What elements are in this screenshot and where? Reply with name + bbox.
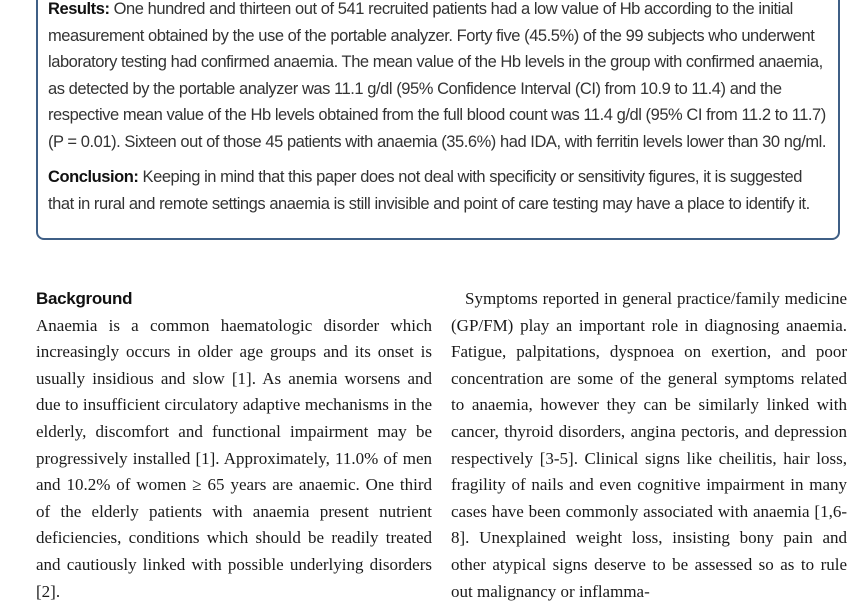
results-label: Results:: [48, 0, 110, 18]
background-paragraph-2: Symptoms reported in general practice/family medicine (GP/FM) play an important role in diagnosing anaemia. Fatigue, palpitations, dyspnoea on exertion, and poor concentration are some of the general symptoms related to anaemia, however they can be similarly linked with cancer, thyroid disorders, angina pectoris, and depression respectively [3-5]. Clinical signs like cheilitis, hair loss, fragility of nails and even cognitive impairment in many cases have been commonly associated with anaemia [1,6-8]. Unexplained weight loss, insisting bony pain and other atypical signs deserve to be assessed so as to rule out malignancy or inflamma-: [451, 289, 847, 601]
conclusion-label: Conclusion:: [48, 168, 139, 186]
left-column: [36, 286, 432, 605]
conclusion-paragraph: [48, 164, 828, 217]
right-column: [451, 286, 847, 605]
results-text: One hundred and thirteen out of 541 recruited patients had a low value of Hb according to the initial measurement obtained by the use of the portable analyzer. Forty five (45.5%) of the 99 subjects who underwent laboratory testing had confirmed anaemia. The mean value of the Hb levels in the group with confirmed anaemia, as detected by the portable analyzer was 11.1 g/dl (95% Confidence Interval (CI) from 10.9 to 11.4) and the respective mean value of the Hb levels obtained from the full blood count was 11.4 g/dl (95% CI from 11.2 to 11.7) (P = 0.01). Sixteen out of those 45 patients with anaemia (35.6%) had IDA, with ferritin levels lower than 30 ng/ml.: [48, 0, 826, 151]
conclusion-text: Keeping in mind that this paper does not deal with specificity or sensitivity figures, it is suggested that in rural and remote settings anaemia is still invisible and point of care testing may have a place to identify it.: [48, 168, 810, 213]
background-paragraph-1: Anaemia is a common haematologic disorder which increasingly occurs in older age groups and its onset is usually insidious and slow [1]. As anemia worsens and due to insufficient circulatory adaptive mechanisms in the elderly, discomfort and functional impairment may be progressively installed [1]. Approximately, 11.0% of men and 10.2% of women ≥ 65 years are anaemic. One third of the elderly patients with anaemia present nutrient deficiencies, conditions which should be readily treated and cautiously linked with possible underlying disorders [2].: [36, 315, 432, 601]
background-heading: Background: [36, 289, 133, 308]
results-paragraph: [48, 0, 828, 155]
abstract-box: [36, 0, 840, 240]
